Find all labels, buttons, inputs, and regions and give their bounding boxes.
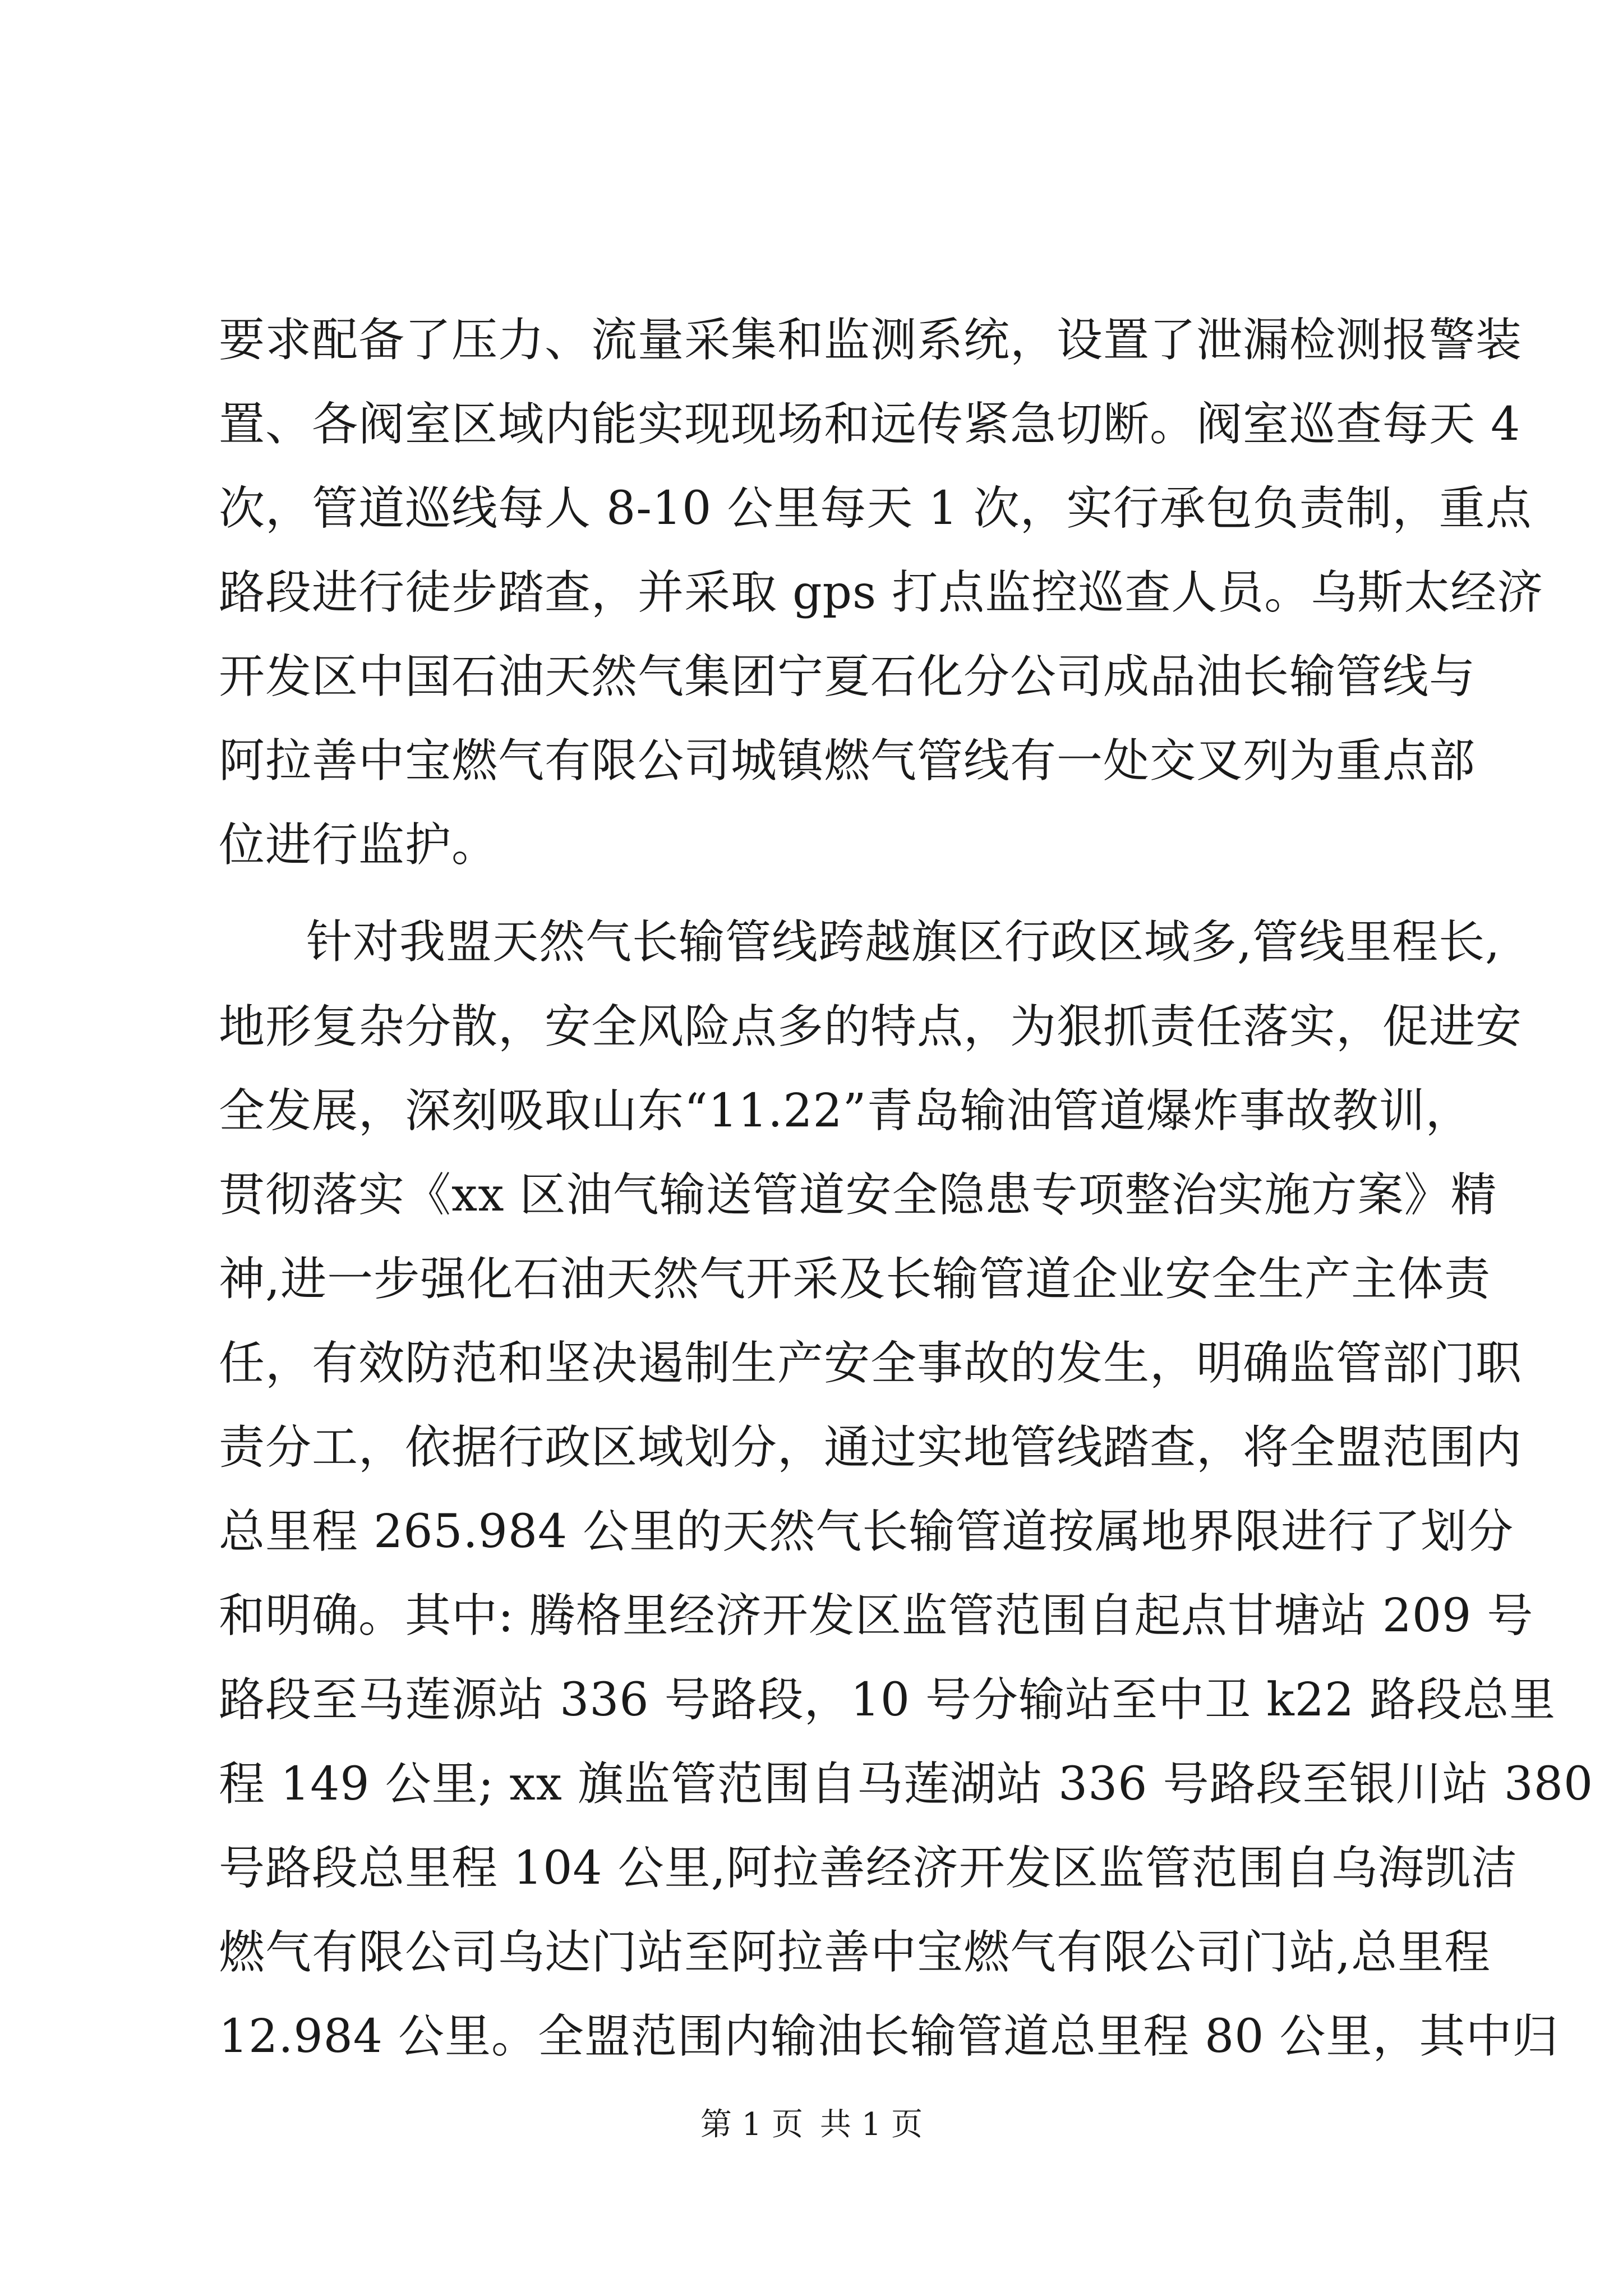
page-footer xyxy=(0,2097,1623,2153)
text-line: 路段进行徒步踏查，并采取 gps 打点监控巡查人员。乌斯太经济 xyxy=(219,566,1544,619)
text-line: 地形复杂分散，安全风险点多的特点，为狠抓责任落实，促进安 xyxy=(219,1000,1523,1053)
text-line: 号路段总里程 104 公里,阿拉善经济开发区监管范围自乌海凯洁 xyxy=(219,1842,1518,1895)
text-line: 次，管道巡线每人 8-10 公里每天 1 次，实行承包负责制，重点 xyxy=(219,482,1532,535)
text-line: 针对我盟天然气长输管线跨越旗区行政区域多,管线里程长, xyxy=(306,915,1501,969)
text-line: 位进行监护。 xyxy=(219,818,499,872)
text-line: 任，有效防范和坚决遏制生产安全事故的发生，明确监管部门职 xyxy=(219,1337,1523,1390)
text-line: 12.984 公里。全盟范围内输油长输管道总里程 80 公里，其中归 xyxy=(219,2010,1559,2063)
text-line: 程 149 公里; xx 旗监管范围自马莲湖站 336 号路段至银川站 380 xyxy=(219,1757,1594,1811)
text-line: 要求配备了压力、流量采集和监测系统，设置了泄漏检测报警装 xyxy=(219,314,1523,367)
page-total: 共 1 页 xyxy=(819,2106,923,2143)
text-line: 神,进一步强化石油天然气开采及长输管道企业安全生产主体责 xyxy=(219,1253,1491,1306)
text-line: 全发展，深刻吸取山东“11.22”青岛输油管道爆炸事故教训， xyxy=(219,1084,1472,1138)
page-number: 第 1 页 xyxy=(700,2106,804,2143)
text-line: 和明确。其中: 腾格里经济开发区监管范围自起点甘塘站 209 号 xyxy=(219,1589,1534,1642)
text-line: 燃气有限公司乌达门站至阿拉善中宝燃气有限公司门站,总里程 xyxy=(219,1926,1491,1979)
text-line: 责分工，依据行政区域划分，通过实地管线踏查，将全盟范围内 xyxy=(219,1421,1523,1474)
text-line: 置、各阀室区域内能实现现场和远传紧急切断。阀室巡查每天 4 xyxy=(219,398,1521,451)
text-line: 路段至马莲源站 336 号路段，10 号分输站至中卫 k22 路段总里 xyxy=(219,1673,1556,1727)
text-line: 开发区中国石油天然气集团宁夏石化分公司成品油长输管线与 xyxy=(219,650,1476,703)
text-line: 贯彻落实《xx 区油气输送管道安全隐患专项整治实施方案》精 xyxy=(219,1168,1497,1222)
text-line: 总里程 265.984 公里的天然气长输管道按属地界限进行了划分 xyxy=(219,1505,1514,1558)
text-line: 阿拉善中宝燃气有限公司城镇燃气管线有一处交叉列为重点部 xyxy=(219,734,1476,788)
